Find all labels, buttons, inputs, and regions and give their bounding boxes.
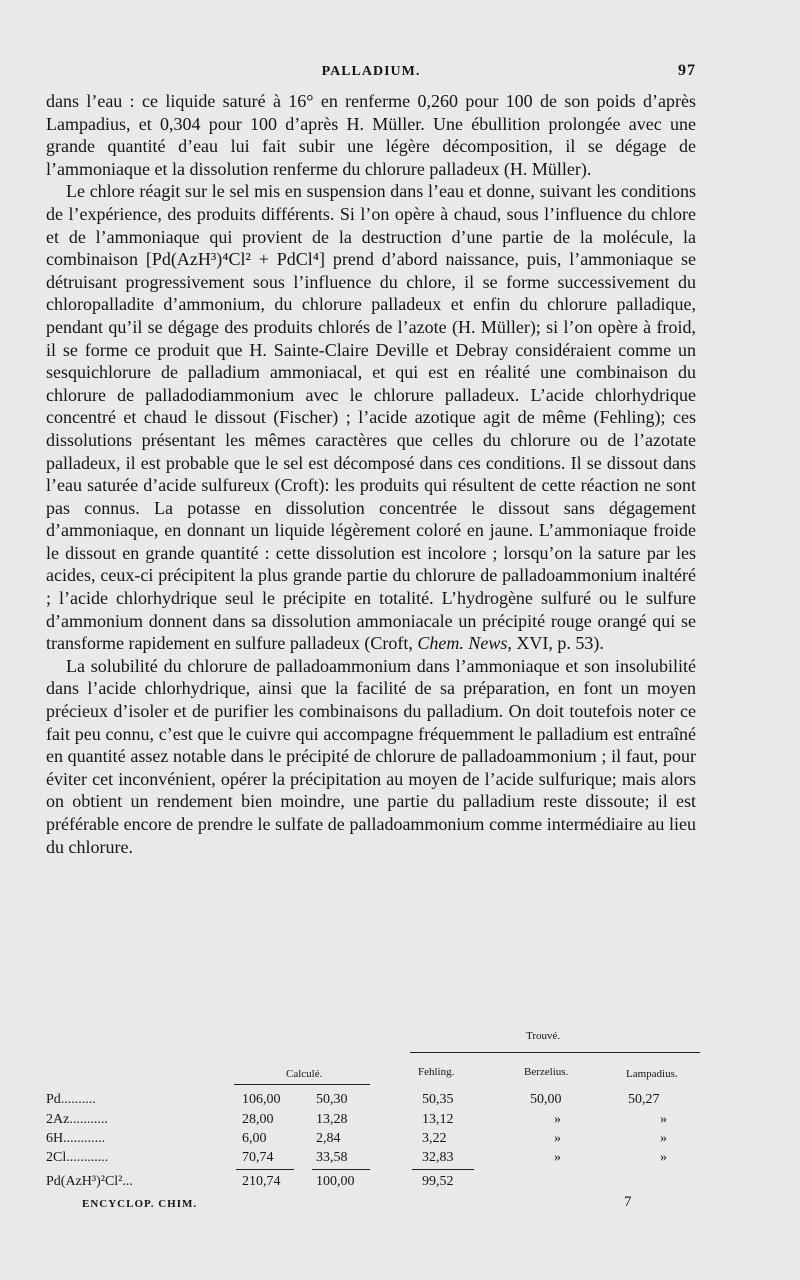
row-calc-percent: 50,30 (316, 1092, 348, 1107)
total-calc: 210,74 (242, 1174, 281, 1189)
row-fehling-value: 3,22 (422, 1131, 447, 1146)
row-calc-percent: 33,58 (316, 1150, 348, 1165)
paragraph-3 (46, 655, 696, 858)
row-fehling-value: 32,83 (422, 1150, 454, 1165)
pct-total-rule (312, 1169, 370, 1170)
paragraph-text: , XVI, p. 53). (507, 633, 604, 654)
paragraph-1 (46, 90, 696, 180)
paragraph-2 (46, 180, 696, 654)
row-calc-percent: 13,28 (316, 1112, 348, 1127)
footer-sheet-number: 7 (624, 1194, 632, 1210)
row-berzelius-value: » (554, 1150, 561, 1165)
found-brace-rule (410, 1052, 700, 1053)
running-title: PALLADIUM. (321, 64, 421, 79)
row-fehling-value: 50,35 (422, 1092, 454, 1107)
row-lampadius-value: » (660, 1150, 667, 1165)
row-berzelius-value: 50,00 (530, 1092, 562, 1107)
body-text (46, 90, 696, 858)
fehling-total-rule (412, 1169, 474, 1170)
header-berzelius: Berzelius. (524, 1066, 569, 1078)
row-lampadius-value: » (660, 1131, 667, 1146)
citation-title: Chem. News (417, 633, 508, 654)
total-label: Pd(AzH³)²Cl²... (46, 1174, 133, 1189)
composition-table (46, 1030, 706, 1189)
row-element: 2Cl............ (46, 1150, 109, 1165)
paragraph-text: dans l’eau : ce liquide saturé à 16° en renferme 0,260 pour 100 de son poids d’après Lampadius, et 0,304 pour 100 d’après H. Müller. Une ébullition prolongée avec une grande quantité d’eau lui fait subir une légère décomposition, il se dégage de l’ammoniaque et la dissolution renferme du chlorure palladeux (H. Müller). (46, 91, 696, 179)
total-pct: 100,00 (316, 1174, 355, 1189)
row-calc-value: 28,00 (242, 1112, 274, 1127)
row-calc-value: 106,00 (242, 1092, 281, 1107)
header-found: Trouvé. (526, 1030, 561, 1042)
page-header (46, 62, 696, 84)
paragraph-text: Le chlore réagit sur le sel mis en suspension dans l’eau et donne, suivant les conditions de l’expérience, des produits différents. Si l’on opère à chaud, sous l’influence du chlore et de l’ammoniaque qui provient de la destruction d’une partie de la molécule, la combinaison [Pd(AzH³)⁴Cl² + PdCl⁴] prend d’abord naissance, puis, l’ammoniaque se détruisant progressivement sous l’influence du chlore, il se forme successivement du chloropalladite d’ammonium, du chlorure palladeux et enfin du chlorure palladique, pendant qu’il se dégage des produits chlorés de l’azote (H. Müller); si l’on opère à froid, il se forme ce produit que H. Sainte-Claire Deville et Debray considéraient comme un sesquichlorure de palladium ammoniacal, et qui est en réalité une combinaison du chlorure de palladodiammonium avec le chlorure palladeux. L’acide chlorhydrique concentré et chaud le dissout (Fischer) ; l’acide azotique agit de même (Fehling); ces dissolutions présentant les mêmes caractères que celles du chlorure ou de l’azotate palladeux, il est probable que le sel est décomposé dans ces conditions. Il se dissout dans l’eau saturée d’acide sulfureux (Croft): les produits qui résultent de cette réaction ne sont pas connus. La potasse en dissolution concentrée le dissout sans dégagement d’ammoniaque, en donnant un liquide légèrement coloré en jaune. L’ammoniaque froide le dissout en grande quantité : cette dissolution est incolore ; lorsqu’on la sature par les acides, ceux-ci précipitent la plus grande partie du chlorure de palladoammonium inaltéré ; l’acide chlorhydrique seul le précipite en totalité. L’hydrogène sulfuré ou le sulfure d’ammonium donnent dans sa dissolution ammoniacale un précipité rouge orangé qui se transforme rapidement en sulfure palladeux (Croft, (46, 181, 696, 654)
calc-total-rule (236, 1169, 294, 1170)
footer-signature: ENCYCLOP. CHIM. (82, 1198, 198, 1210)
row-element: 2Az........... (46, 1112, 108, 1127)
total-fehling: 99,52 (422, 1174, 454, 1189)
header-fehling: Fehling. (418, 1066, 455, 1078)
row-calc-value: 70,74 (242, 1150, 274, 1165)
row-berzelius-value: » (554, 1131, 561, 1146)
row-calc-value: 6,00 (242, 1131, 267, 1146)
row-fehling-value: 13,12 (422, 1112, 454, 1127)
row-element: 6H............ (46, 1131, 106, 1146)
calc-brace-rule (234, 1084, 370, 1085)
header-lampadius: Lampadius. (626, 1068, 678, 1080)
page-number: 97 (678, 62, 696, 79)
row-element: Pd.......... (46, 1092, 96, 1107)
row-lampadius-value: 50,27 (628, 1092, 660, 1107)
paragraph-text: La solubilité du chlorure de palladoammonium dans l’ammoniaque et son insolubilité dans l’acide chlorhydrique, ainsi que la facilité de sa préparation, en font un moyen précieux d’isoler et de purifier les combinaisons du palladium. On doit toutefois noter ce fait peu connu, c’est que le cuivre qui accompagne fréquemment le palladium est entraîné en quantité assez notable dans le précipité de chlorure de palladoammonium ; il faut, pour éviter cet inconvénient, opérer la précipitation au moyen de l’acide sulfurique; mais alors on obtient un rendement bien moindre, une partie du palladium reste dissoute; il est préférable encore de prendre le sulfate de palladoammonium comme intermédiaire au lieu du chlorure. (46, 655, 696, 857)
row-calc-percent: 2,84 (316, 1131, 341, 1146)
header-calculated: Calculé. (286, 1068, 323, 1080)
row-lampadius-value: » (660, 1112, 667, 1127)
row-berzelius-value: » (554, 1112, 561, 1127)
